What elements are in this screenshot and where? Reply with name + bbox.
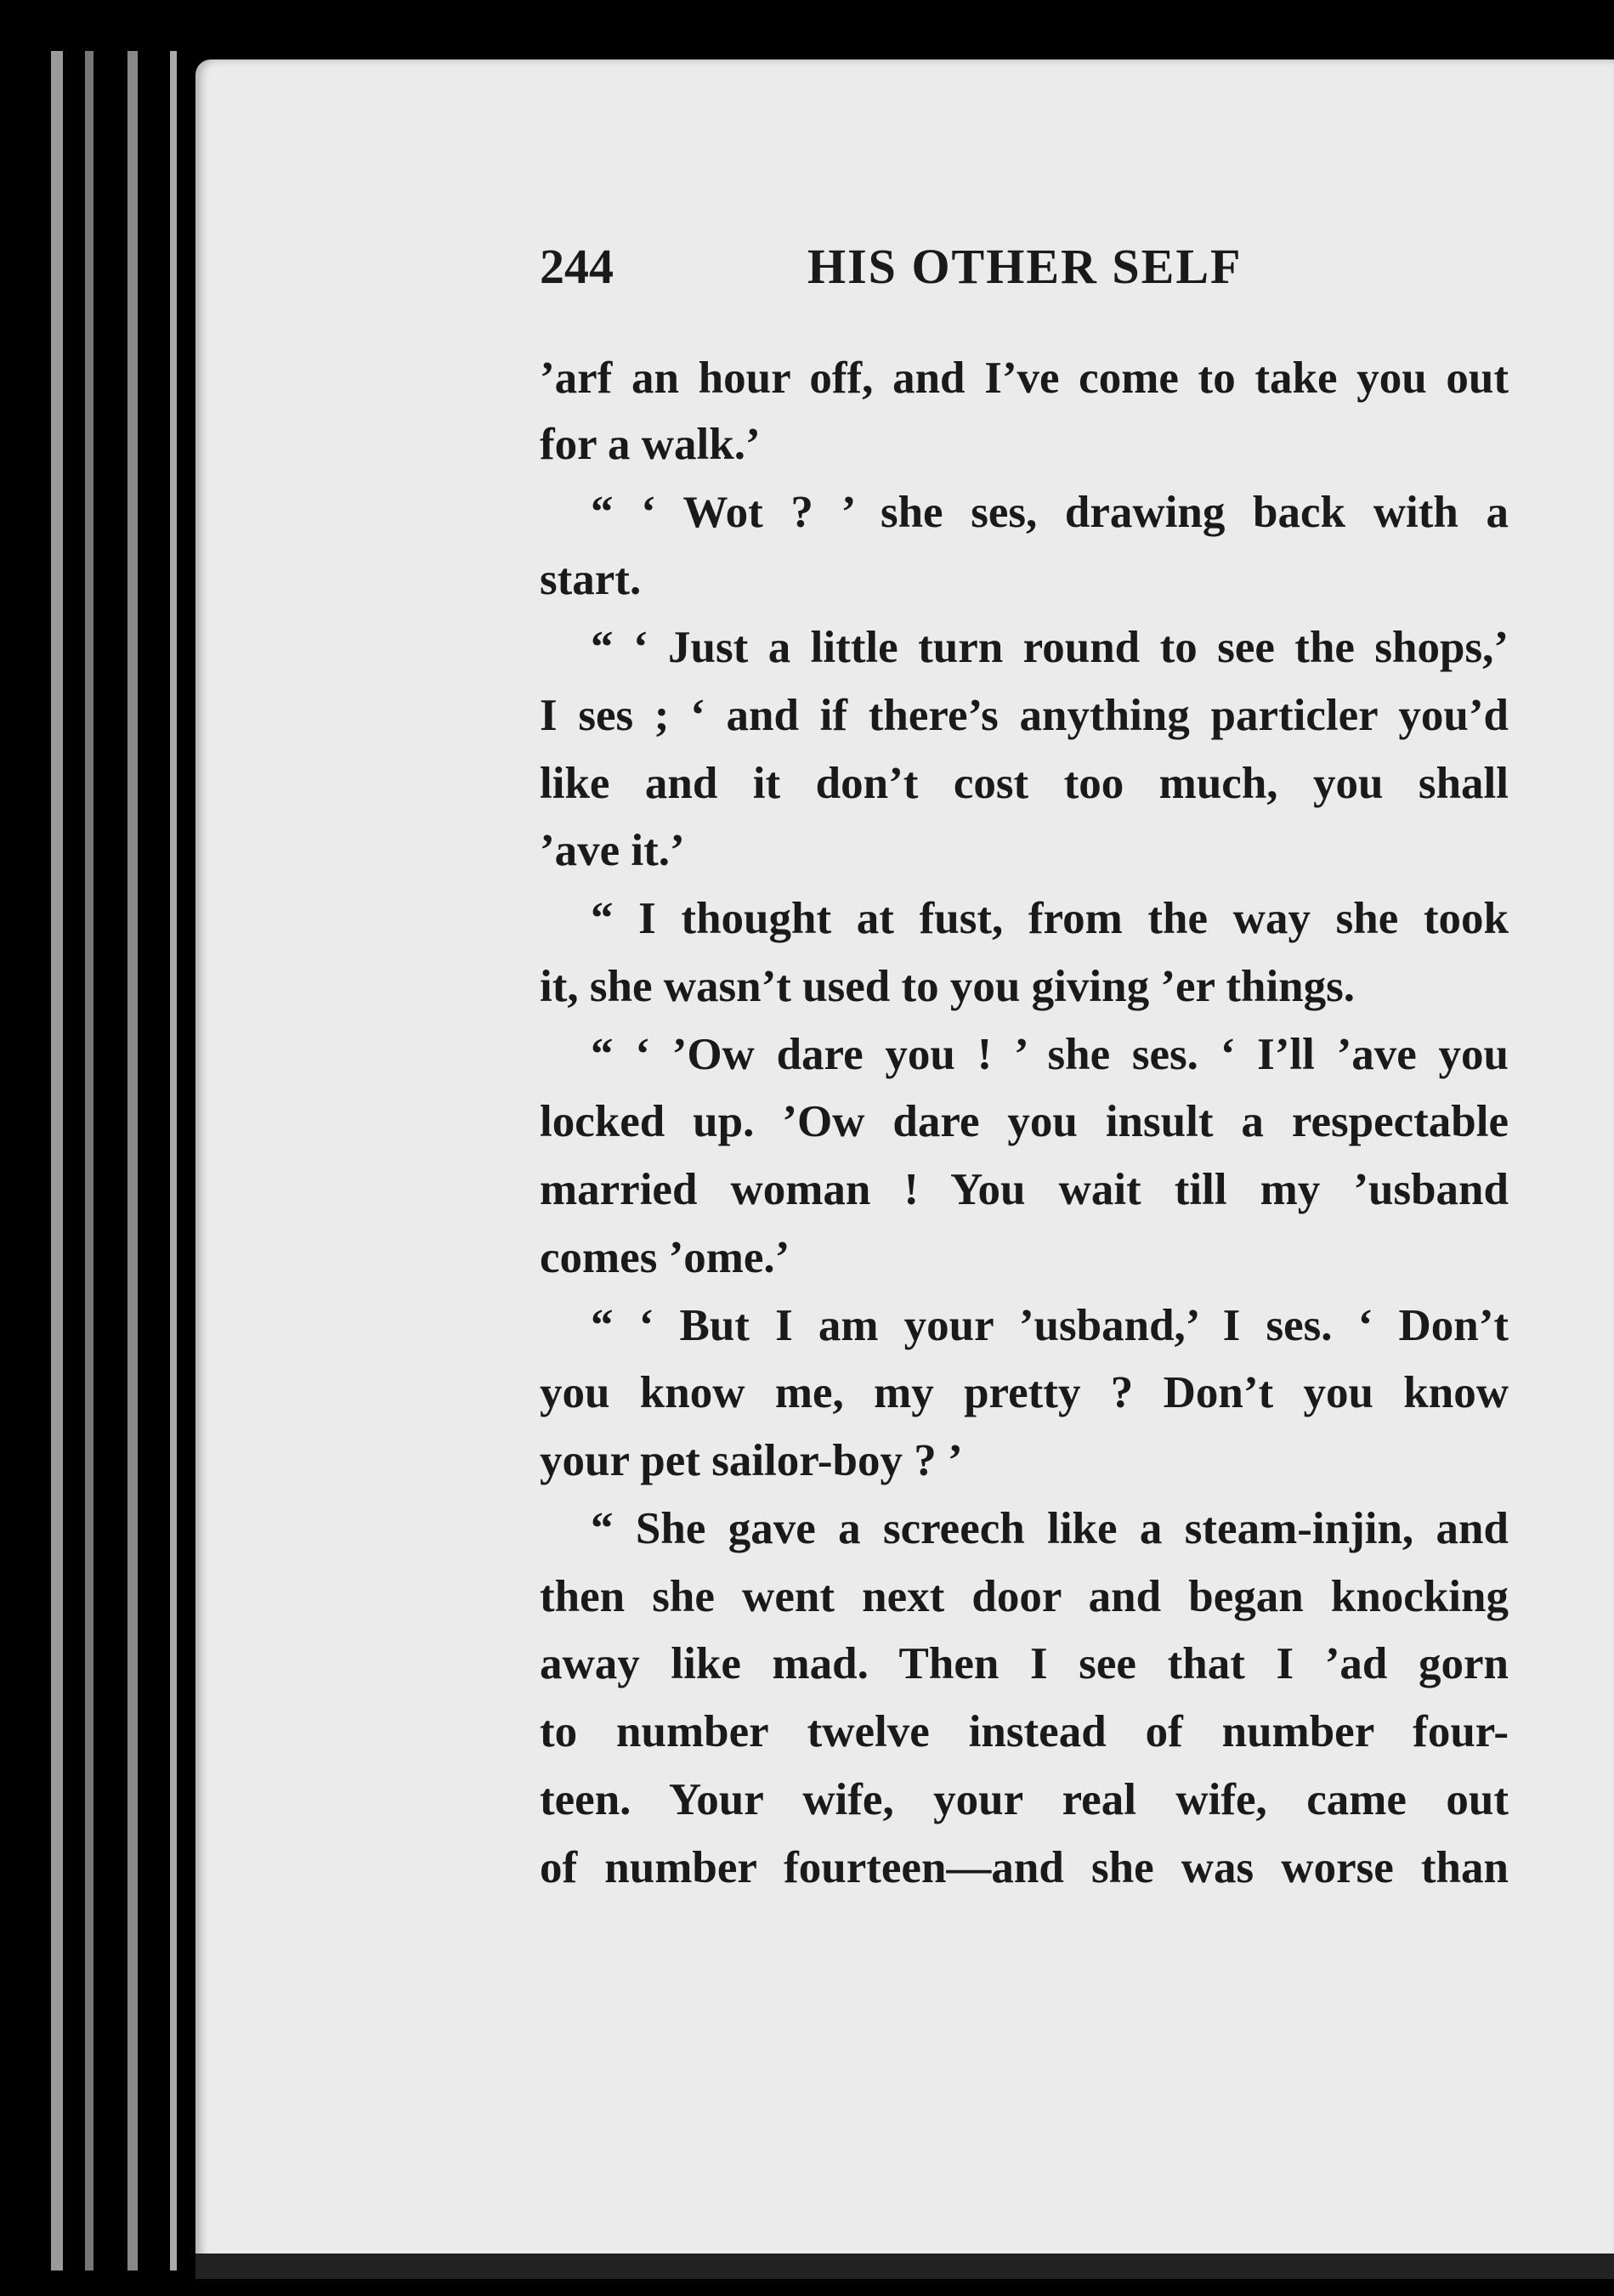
text-line: ’arf an hour off, and I’ve come to take you out	[540, 353, 1509, 403]
text-line: locked up. ’Ow dare you insult a respectable	[540, 1097, 1509, 1146]
text-line: you know me, my pretty ? Don’t you know	[540, 1368, 1509, 1417]
text-line: away like mad. Then I see that I ’ad gorn	[540, 1639, 1509, 1688]
text-line: for a walk.’	[540, 420, 761, 469]
text-line: your pet sailor-boy ? ’	[540, 1436, 963, 1485]
book-edge-strip	[170, 51, 177, 2271]
page-bottom-edge	[195, 2254, 1614, 2279]
text-line: “ She gave a screech like a steam-injin, and	[591, 1504, 1509, 1553]
text-line: then she went next door and began knocking	[540, 1572, 1509, 1621]
text-line: married woman ! You wait till my ’usband	[540, 1165, 1509, 1214]
text-line: to number twelve instead of number four-	[540, 1707, 1509, 1756]
text-line: “ ‘ Just a little turn round to see the shops,’	[591, 623, 1509, 672]
text-line: “ ‘ Wot ? ’ she ses, drawing back with a	[591, 488, 1509, 537]
text-line: I ses ; ‘ and if there’s anything particler you’d	[540, 691, 1509, 740]
text-line: ’ave it.’	[540, 826, 685, 875]
text-line: comes ’ome.’	[540, 1233, 790, 1282]
text-line: “ ‘ ’Ow dare you ! ’ she ses. ‘ I’ll ’ave you	[591, 1030, 1509, 1079]
page-header	[540, 238, 1432, 314]
text-line: of number fourteen—and she was worse than	[540, 1843, 1509, 1892]
text-line: like and it don’t cost too much, you shall	[540, 759, 1509, 808]
text-line: it, she wasn’t used to you giving ’er things.	[540, 962, 1356, 1011]
book-edge-strip	[127, 51, 138, 2271]
running-title: HIS OTHER SELF	[807, 239, 1243, 294]
text-line: start.	[540, 555, 642, 604]
book-edge-strip	[51, 51, 63, 2271]
text-line: “ ‘ But I am your ’usband,’ I ses. ‘ Don’t	[591, 1301, 1509, 1350]
page-number: 244	[540, 239, 614, 294]
text-line: teen. Your wife, your real wife, came out	[540, 1775, 1509, 1824]
book-edge-strip	[85, 51, 93, 2271]
text-line: “ I thought at fust, from the way she took	[591, 894, 1509, 943]
